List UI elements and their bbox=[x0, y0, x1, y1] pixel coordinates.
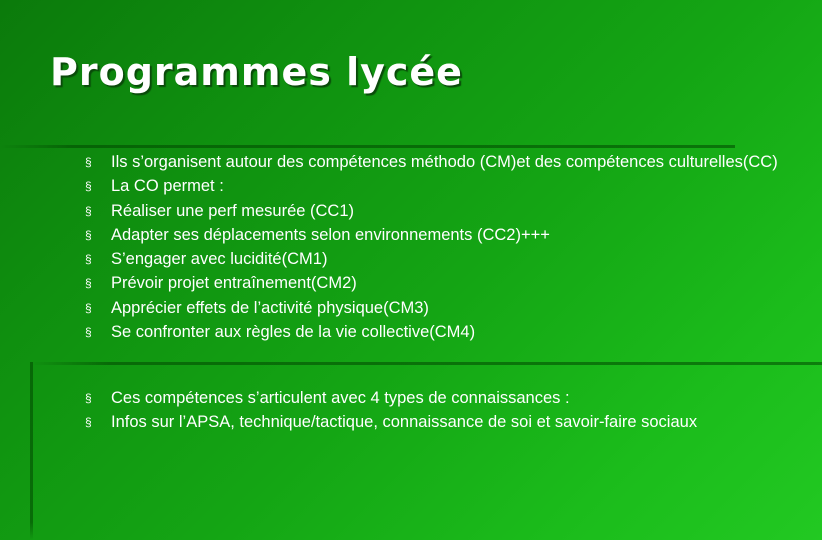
list-item bbox=[85, 202, 785, 220]
list-item-text: Réaliser une perf mesurée (CC1) bbox=[111, 201, 355, 220]
connaissances-list bbox=[85, 389, 785, 438]
bullet-icon: § bbox=[85, 276, 92, 291]
list-item-text: Adapter ses déplacements selon environnements (CC2)+++ bbox=[111, 225, 550, 244]
list-item bbox=[85, 250, 785, 268]
bullet-icon: § bbox=[85, 325, 92, 340]
bullet-icon: § bbox=[85, 300, 92, 315]
list-item bbox=[85, 153, 785, 171]
bullet-icon: § bbox=[85, 391, 92, 405]
decorative-top-line bbox=[0, 145, 735, 148]
list-item bbox=[85, 413, 785, 431]
list-item bbox=[85, 323, 785, 341]
decorative-middle-line bbox=[30, 362, 822, 365]
bullet-icon: § bbox=[85, 415, 92, 430]
bullet-icon: § bbox=[85, 155, 92, 169]
list-item-text: Ils s’organisent autour des compétences méthodo (CM)et des compétences culturelles(CC) bbox=[111, 153, 778, 171]
list-item bbox=[85, 274, 785, 292]
list-item bbox=[85, 177, 785, 195]
list-item bbox=[85, 299, 785, 317]
list-item-text: Ces compétences s’articulent avec 4 types de connaissances : bbox=[111, 389, 570, 407]
list-item-text: S’engager avec lucidité(CM1) bbox=[111, 250, 328, 269]
bullet-icon: § bbox=[85, 179, 92, 194]
bullet-icon: § bbox=[85, 203, 92, 218]
list-item-text: Prévoir projet entraînement(CM2) bbox=[111, 274, 357, 293]
list-item-text: Se confronter aux règles de la vie collective(CM4) bbox=[111, 323, 476, 342]
competences-list bbox=[85, 153, 785, 347]
bullet-icon: § bbox=[85, 227, 92, 242]
list-item-text: Apprécier effets de l’activité physique(CM3) bbox=[111, 298, 429, 317]
list-item-text: La CO permet : bbox=[111, 177, 224, 196]
bullet-icon: § bbox=[85, 252, 92, 267]
slide-title: Programmes lycée bbox=[50, 50, 463, 94]
list-item bbox=[85, 389, 785, 407]
decorative-left-line bbox=[30, 362, 33, 540]
list-item-text: Infos sur l’APSA, technique/tactique, connaissance de soi et savoir-faire sociaux bbox=[111, 413, 698, 432]
list-item bbox=[85, 226, 785, 244]
